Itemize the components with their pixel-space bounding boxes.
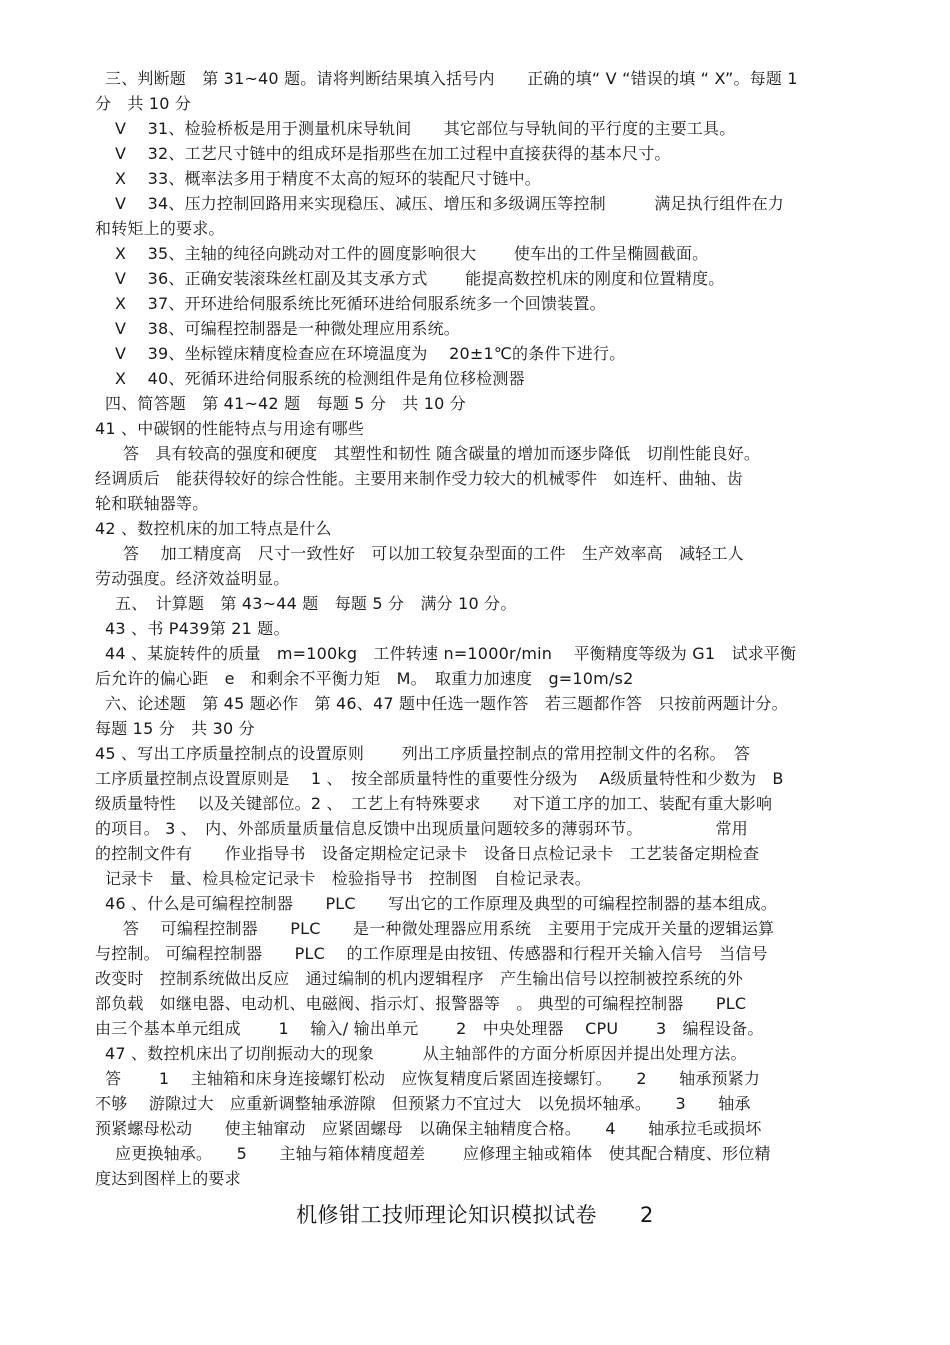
judge-item-34-cont: 和转矩上的要求。	[95, 219, 225, 238]
answer-45-line-1: 工序质量控制点设置原则是 1 、 按全部质量特性的重要性分级为 A级质量特性和少数为 B	[95, 769, 784, 788]
answer-41-line-1: 答 具有较高的强度和硬度 其塑性和韧性 随含碳量的增加而逐步降低 切削性能良好。	[123, 444, 761, 463]
answer-45-line-3: 的项目。 3 、 内、外部质量质量信息反馈中出现质量问题较多的薄弱环节。 常用	[95, 819, 748, 838]
answer-46-line-2: 与控制。 可编程控制器 PLC 的工作原理是由按钮、传感器和行程开关输入信号 当信号	[95, 944, 768, 963]
answer-42-line-2: 劳动强度。经济效益明显。	[95, 569, 290, 588]
question-46: 46 、什么是可编程控制器 PLC 写出它的工作原理及典型的可编程控制器的基本组成。	[105, 894, 777, 913]
answer-47-line-1: 答 1 主轴箱和床身连接螺钉松动 应恢复精度后紧固连接螺钉。 2 轴承预紧力	[105, 1069, 761, 1088]
answer-41-line-2: 经调质后 能获得较好的综合性能。主要用来制作受力较大的机械零件 如连杆、曲轴、齿	[95, 469, 744, 488]
judge-item-38: V 38、可编程控制器是一种微处理应用系统。	[115, 319, 460, 338]
answer-47-line-3: 预紧螺母松动 使主轴窜动 应紧固螺母 以确保主轴精度合格。 4 轴承拉毛或损坏	[95, 1119, 762, 1138]
judge-item-32: V 32、工艺尺寸链中的组成环是指那些在加工过程中直接获得的基本尺寸。	[115, 144, 671, 163]
question-45: 45 、写出工序质量控制点的设置原则 列出工序质量控制点的常用控制文件的名称。 答	[95, 744, 751, 763]
exam-page-body	[95, 66, 870, 1191]
exam-paper-title: 机修钳工技师理论知识模拟试卷 2	[296, 1203, 654, 1227]
question-44-line-1: 44 、某旋转件的质量 m=100kg 工件转速 n=1000r/min 平衡精度等级为 G1 试求平衡	[105, 644, 797, 663]
answer-46-line-5: 由三个基本单元组成 1 输入/ 输出单元 2 中央处理器 CPU 3 编程设备。	[95, 1019, 764, 1038]
question-41: 41 、中碳钢的性能特点与用途有哪些	[95, 419, 365, 438]
question-44-line-2: 后允许的偏心距 e 和剩余不平衡力矩 M。 取重力加速度 g=10m/s2	[95, 669, 634, 688]
question-47: 47 、数控机床出了切削振动大的现象 从主轴部件的方面分析原因并提出处理方法。	[105, 1044, 747, 1063]
answer-46-line-3: 改变时 控制系统做出反应 通过编制的机内逻辑程序 产生输出信号以控制被控系统的外	[95, 969, 744, 988]
answer-47-line-5: 度达到图样上的要求	[95, 1169, 241, 1188]
judge-item-37: X 37、开环进给伺服系统比死循环进给伺服系统多一个回馈装置。	[115, 294, 606, 313]
judge-item-39: V 39、坐标镗床精度检查应在环境温度为 20±1℃的条件下进行。	[115, 344, 626, 363]
section-6-heading: 六、论述题 第 45 题必作 第 46、47 题中任选一题作答 若三题都作答 只按前两题计分。	[105, 694, 788, 713]
section-3-heading: 三、判断题 第 31~40 题。请将判断结果填入括号内 正确的填“ V “错误的填 “ X”。每题 1	[105, 69, 798, 88]
section-5-heading: 五、 计算题 第 43~44 题 每题 5 分 满分 10 分。	[115, 594, 517, 613]
answer-45-line-5: 记录卡 量、检具检定记录卡 检验指导书 控制图 自检记录表。	[105, 869, 592, 888]
judge-item-36: V 36、正确安装滚珠丝杠副及其支承方式 能提高数控机床的刚度和位置精度。	[115, 269, 725, 288]
answer-46-line-4: 部负载 如继电器、电动机、电磁阀、指示灯、报警器等 。 典型的可编程控制器 PLC	[95, 994, 747, 1013]
judge-item-33: X 33、概率法多用于精度不太高的短环的装配尺寸链中。	[115, 169, 542, 188]
answer-46-line-1: 答 可编程控制器 PLC 是一种微处理器应用系统 主要用于完成开关量的逻辑运算	[123, 919, 775, 938]
judge-item-31: V 31、检验桥板是用于测量机床导轨间 其它部位与导轨间的平行度的主要工具。	[115, 119, 736, 138]
answer-41-line-3: 轮和联轴器等。	[95, 494, 209, 513]
section-3-heading-cont: 分 共 10 分	[95, 94, 192, 113]
answer-47-line-4: 应更换轴承。 5 主轴与箱体精度超差 应修理主轴或箱体 使其配合精度、形位精	[115, 1144, 771, 1163]
judge-item-40: X 40、死循环进给伺服系统的检测组件是角位移检测器	[115, 369, 525, 388]
section-6-heading-cont: 每题 15 分 共 30 分	[95, 719, 255, 738]
question-42: 42 、数控机床的加工特点是什么	[95, 519, 332, 538]
answer-47-line-2: 不够 游隙过大 应重新调整轴承游隙 但预紧力不宜过大 以免损坏轴承。 3 轴承	[95, 1094, 751, 1113]
judge-item-35: X 35、主轴的纯径向跳动对工件的圆度影响很大 使车出的工件呈椭圆截面。	[115, 244, 709, 263]
answer-45-line-4: 的控制文件有 作业指导书 设备定期检定记录卡 设备日点检记录卡 工艺装备定期检查	[95, 844, 760, 863]
question-43: 43 、书 P439第 21 题。	[105, 619, 290, 638]
answer-42-line-1: 答 加工精度高 尺寸一致性好 可以加工较复杂型面的工件 生产效率高 减轻工人	[123, 544, 744, 563]
section-4-heading: 四、简答题 第 41~42 题 每题 5 分 共 10 分	[105, 394, 466, 413]
answer-45-line-2: 级质量特性 以及关键部位。2 、 工艺上有特殊要求 对下道工序的加工、装配有重大影响	[95, 794, 773, 813]
judge-item-34: V 34、压力控制回路用来实现稳压、减压、增压和多级调压等控制 满足执行组件在力	[115, 194, 784, 213]
